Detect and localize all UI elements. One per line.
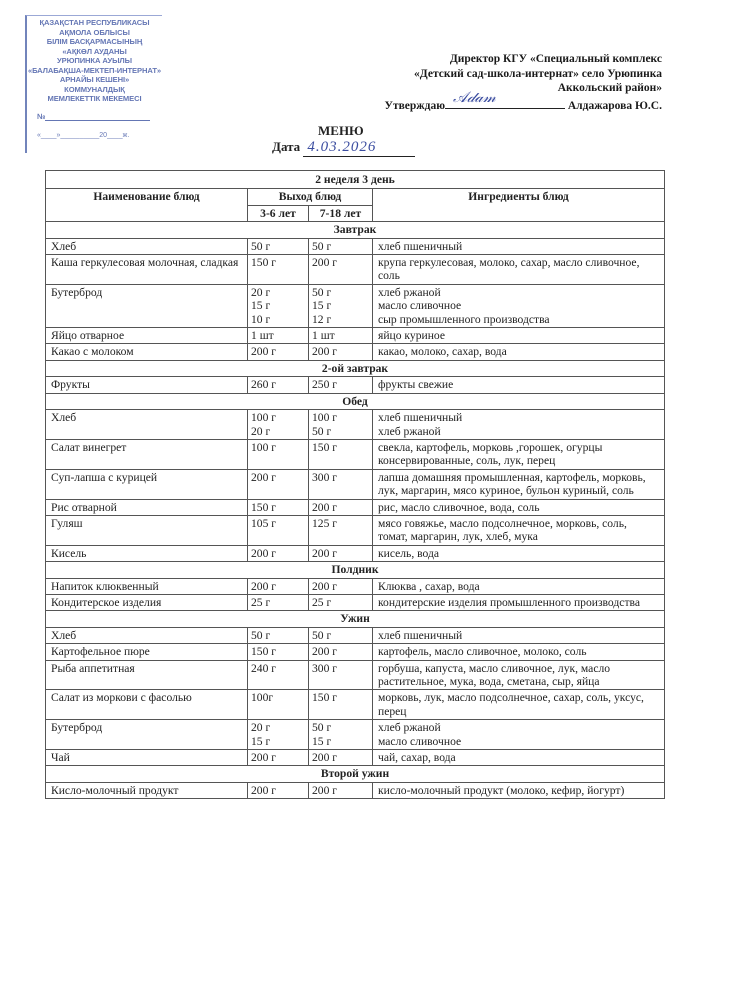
qty-7-18-cell [309,284,373,327]
meal-section-title: 2-ой завтрак [46,360,665,376]
ingredients-line: хлеб пшеничный [378,628,463,642]
qty-7-18-cell [309,255,373,285]
dish-name: Гуляш [46,515,248,545]
menu-body [46,222,665,799]
qty-7-18-cell [309,439,373,469]
table-row [46,578,665,594]
stamp-number-label: № [37,111,46,121]
ingredients-line: мясо говяжье, масло подсолнечное, морковь, соль, томат, маргарин, лук, хлеб, мука [378,516,627,544]
ingredients-line: кисель, вода [378,546,440,560]
table-row [46,515,665,545]
stamp-line: ҚАЗАҚСТАН РЕСПУБЛИКАСЫ [39,18,150,27]
dish-name: Кисло-молочный продукт [46,782,248,798]
ingredients-line: масло сливочное [378,734,462,748]
qty-3-6-cell [248,255,309,285]
ingredients-line: кондитерские изделия промышленного производства [378,595,640,609]
qty-7-18-line: 300 г [312,661,338,675]
qty-7-18-line: 250 г [312,378,338,392]
qty-3-6-line: 15 г [251,299,271,313]
qty-3-6-cell [248,690,309,720]
qty-7-18-cell [309,627,373,643]
dish-name: Салат из моркови с фасолью [46,690,248,720]
dish-name: Рыба аппетитная [46,660,248,690]
qty-3-6-line: 200 г [251,546,277,560]
qty-7-18-line: 200 г [312,345,338,359]
qty-7-18-line: 200 г [312,783,338,797]
ingredients-cell [373,660,665,690]
qty-3-6-line: 15 г [251,734,271,748]
ingredients-line: хлеб ржаной [378,721,441,735]
qty-7-18-line: 12 г [312,312,332,326]
qty-7-18-cell [309,594,373,610]
qty-3-6-cell [248,660,309,690]
stamp-line: АРНАЙЫ КЕШЕНІ» [59,75,130,84]
qty-3-6-line: 200 г [251,783,277,797]
ingredients-cell [373,782,665,798]
ingredients-cell [373,284,665,327]
qty-7-18-line: 50 г [312,628,332,642]
qty-7-18-cell [309,328,373,344]
ingredients-cell [373,377,665,393]
table-row [46,782,665,798]
stamp-line: МЕМЛЕКЕТТІК МЕКЕМЕСІ [47,94,142,103]
ingredients-line: хлеб пшеничный [378,411,463,425]
qty-7-18-line: 150 г [312,440,338,454]
dish-name: Картофельное пюре [46,644,248,660]
ingredients-cell [373,410,665,440]
stamp-line: «АҚКӨЛ АУДАНЫ [62,46,127,56]
ingredients-cell [373,469,665,499]
ingredients-header: Ингредиенты блюд [373,189,665,222]
week-day-row [46,171,665,189]
qty-3-6-cell [248,594,309,610]
qty-3-6-cell [248,377,309,393]
stamp-date-field: «____»__________20____ж. [37,132,130,139]
approval-line-2: «Детский сад-школа-интернат» село Урюпинка [414,67,662,80]
qty-7-18-cell [309,377,373,393]
table-row [46,328,665,344]
ingredients-line: хлеб ржаной [378,424,441,438]
dish-name: Кондитерское изделия [46,594,248,610]
table-row [46,344,665,360]
qty-7-18-line: 150 г [312,691,338,705]
ingredients-line: свекла, картофель, морковь ,горошек, огурцы консервированные, соль, лук, перец [378,440,603,468]
meal-section-title: Завтрак [46,222,665,238]
qty-3-6-line: 100г [251,691,274,705]
qty-7-18-line: 25 г [312,595,332,609]
ingredients-cell [373,594,665,610]
ingredients-cell [373,690,665,720]
ingredients-cell [373,515,665,545]
stamp-number-field [27,112,162,122]
table-row [46,255,665,285]
approve-label: Утверждаю [384,99,445,112]
ingredients-cell [373,439,665,469]
qty-3-6-line: 150 г [251,645,277,659]
ingredients-cell [373,578,665,594]
age-7-18-header: 7-18 лет [309,205,373,221]
meal-section-row [46,360,665,376]
ingredients-line: чай, сахар, вода [378,751,456,765]
qty-7-18-line: 200 г [312,500,338,514]
qty-3-6-line: 20 г [251,721,271,735]
table-row [46,594,665,610]
qty-3-6-line: 20 г [251,285,271,299]
qty-7-18-line: 50 г [312,721,332,735]
ingredients-cell [373,344,665,360]
qty-3-6-cell [248,782,309,798]
qty-7-18-cell [309,690,373,720]
ingredients-cell [373,255,665,285]
table-row [46,238,665,254]
table-row [46,750,665,766]
ingredients-line: масло сливочное [378,299,462,313]
dish-name: Бутерброд [46,284,248,327]
qty-7-18-line: 200 г [312,546,338,560]
qty-7-18-line: 200 г [312,645,338,659]
qty-3-6-line: 105 г [251,516,277,530]
qty-7-18-line: 50 г [312,424,332,438]
table-row [46,627,665,643]
approval-line-3: Аккольский район» [557,82,662,94]
dish-name: Фрукты [46,377,248,393]
dish-name: Салат винегрет [46,439,248,469]
qty-3-6-line: 200 г [251,345,277,359]
meal-section-title: Второй ужин [46,766,665,782]
meal-section-row [46,611,665,627]
document-title: МЕНЮ [318,123,364,138]
qty-7-18-cell [309,545,373,561]
signer-name: Алдажарова Ю.С. [567,99,662,112]
qty-3-6-cell [248,644,309,660]
qty-3-6-cell [248,238,309,254]
qty-7-18-cell [309,644,373,660]
age-3-6-header: 3-6 лет [248,205,309,221]
ingredients-cell [373,499,665,515]
dish-name: Напиток клюквенный [46,578,248,594]
stamp-line: КОММУНАЛДЫҚ [64,84,125,94]
qty-3-6-line: 100 г [251,440,277,454]
ingredients-line: хлеб ржаной [378,285,441,299]
qty-3-6-cell [248,578,309,594]
meal-section-row [46,766,665,782]
qty-3-6-cell [248,499,309,515]
qty-3-6-cell [248,750,309,766]
qty-3-6-line: 150 г [251,256,277,270]
signature: 𝒜𝒹𝒶𝓂 [453,87,496,106]
dish-name: Бутерброд [46,720,248,750]
qty-7-18-cell [309,750,373,766]
dish-name: Суп-лапша с курицей [46,469,248,499]
table-row [46,720,665,750]
ingredients-cell [373,238,665,254]
qty-3-6-line: 200 г [251,579,277,593]
dish-name: Хлеб [46,238,248,254]
meal-section-row [46,393,665,409]
dish-name: Хлеб [46,410,248,440]
qty-7-18-cell [309,410,373,440]
table-row [46,469,665,499]
ingredients-line: морковь, лук, масло подсолнечное, сахар, соль, уксус, перец [378,691,644,718]
qty-3-6-cell [248,515,309,545]
ingredients-line: рис, масло сливочное, вода, соль [378,500,540,514]
table-row [46,284,665,327]
ingredients-cell [373,720,665,750]
table-row [46,439,665,469]
signature-line [445,87,565,109]
ingredients-line: фрукты свежие [378,378,454,392]
qty-7-18-line: 200 г [312,579,338,593]
qty-3-6-cell [248,545,309,561]
official-stamp [25,15,162,153]
table-row [46,410,665,440]
qty-3-6-cell [248,439,309,469]
dish-name: Каша геркулесовая молочная, сладкая [46,255,248,285]
date-row [272,139,415,157]
meal-section-title: Обед [46,393,665,409]
qty-7-18-line: 15 г [312,734,332,748]
qty-3-6-cell [248,469,309,499]
qty-3-6-cell [248,284,309,327]
qty-3-6-cell [248,410,309,440]
qty-7-18-line: 300 г [312,470,338,484]
qty-7-18-cell [309,782,373,798]
table-row [46,499,665,515]
qty-7-18-cell [309,515,373,545]
qty-7-18-line: 100 г [312,411,338,425]
qty-7-18-line: 125 г [312,516,338,530]
qty-3-6-line: 10 г [251,312,271,326]
dish-name: Яйцо отварное [46,328,248,344]
date-label: Дата [272,139,301,154]
qty-7-18-cell [309,720,373,750]
qty-7-18-cell [309,499,373,515]
qty-3-6-line: 25 г [251,595,271,609]
meal-section-row [46,222,665,238]
stamp-line: УРЮПИНКА АУЫЛЫ [57,56,132,65]
date-value: 4.03.2026 [303,139,415,157]
ingredients-cell [373,750,665,766]
qty-3-6-line: 1 шт [251,329,274,343]
qty-3-6-line: 50 г [251,239,271,253]
qty-7-18-line: 200 г [312,256,338,270]
ingredients-line: яйцо куриное [378,329,445,343]
menu-table [45,170,665,799]
stamp-line: БІЛІМ БАСҚАРМАСЫНЫҢ [46,37,143,46]
qty-7-18-line: 200 г [312,751,338,765]
table-row [46,660,665,690]
qty-3-6-line: 260 г [251,378,277,392]
qty-7-18-cell [309,344,373,360]
dish-header: Наименование блюд [46,189,248,222]
qty-3-6-cell [248,627,309,643]
ingredients-line: лапша домашняя промышленная, картофель, морковь, лук, маргарин, мясо куриное, бульон куриный, соль [378,470,646,498]
ingredients-line: хлеб пшеничный [378,239,463,253]
week-day-header: 2 неделя 3 день [46,171,665,189]
dish-name: Хлеб [46,627,248,643]
qty-3-6-line: 200 г [251,751,277,765]
dish-name: Какао с молоком [46,344,248,360]
output-header: Выход блюд [248,189,373,205]
qty-3-6-line: 50 г [251,628,271,642]
ingredients-line: крупа геркулесовая, молоко, сахар, масло сливочное, соль [378,256,640,283]
dish-name: Рис отварной [46,499,248,515]
stamp-line: АҚМОЛА ОБЛЫСЫ [59,27,130,37]
header-row [46,189,665,205]
qty-3-6-line: 240 г [251,661,277,675]
stamp-text [27,18,162,104]
table-row [46,690,665,720]
qty-7-18-line: 15 г [312,299,332,313]
table-row [46,644,665,660]
table-row [46,377,665,393]
meal-section-title: Ужин [46,611,665,627]
ingredients-line: горбуша, капуста, масло сливочное, лук, масло растительное, мука, вода, сметана, сыр, яйца [378,661,611,688]
qty-7-18-line: 50 г [312,239,332,253]
meal-section-row [46,562,665,578]
qty-7-18-cell [309,660,373,690]
ingredients-line: картофель, масло сливочное, молоко, соль [378,645,587,659]
meal-section-title: Полдник [46,562,665,578]
ingredients-line: Клюква , сахар, вода [378,579,480,593]
ingredients-cell [373,328,665,344]
qty-7-18-line: 50 г [312,285,332,299]
qty-3-6-cell [248,720,309,750]
ingredients-cell [373,627,665,643]
stamp-line: «БАЛАБАҚША-МЕКТЕП-ИНТЕРНАТ» [27,65,162,75]
qty-7-18-cell [309,578,373,594]
ingredients-line: кисло-молочный продукт (молоко, кефир, йогурт) [378,783,625,797]
dish-name: Чай [46,750,248,766]
qty-3-6-line: 200 г [251,470,277,484]
qty-3-6-line: 100 г [251,411,277,425]
qty-7-18-line: 1 шт [312,329,335,343]
qty-3-6-cell [248,328,309,344]
dish-name: Кисель [46,545,248,561]
qty-3-6-line: 150 г [251,500,277,514]
ingredients-cell [373,545,665,561]
approval-block [385,52,663,113]
qty-3-6-cell [248,344,309,360]
qty-7-18-cell [309,469,373,499]
approval-line-1: Директор КГУ «Специальный комплекс [449,53,662,65]
qty-3-6-line: 20 г [251,424,271,438]
qty-7-18-cell [309,238,373,254]
ingredients-line: какао, молоко, сахар, вода [378,345,507,359]
table-row [46,545,665,561]
ingredients-line: сыр промышленного производства [378,312,550,326]
ingredients-cell [373,644,665,660]
